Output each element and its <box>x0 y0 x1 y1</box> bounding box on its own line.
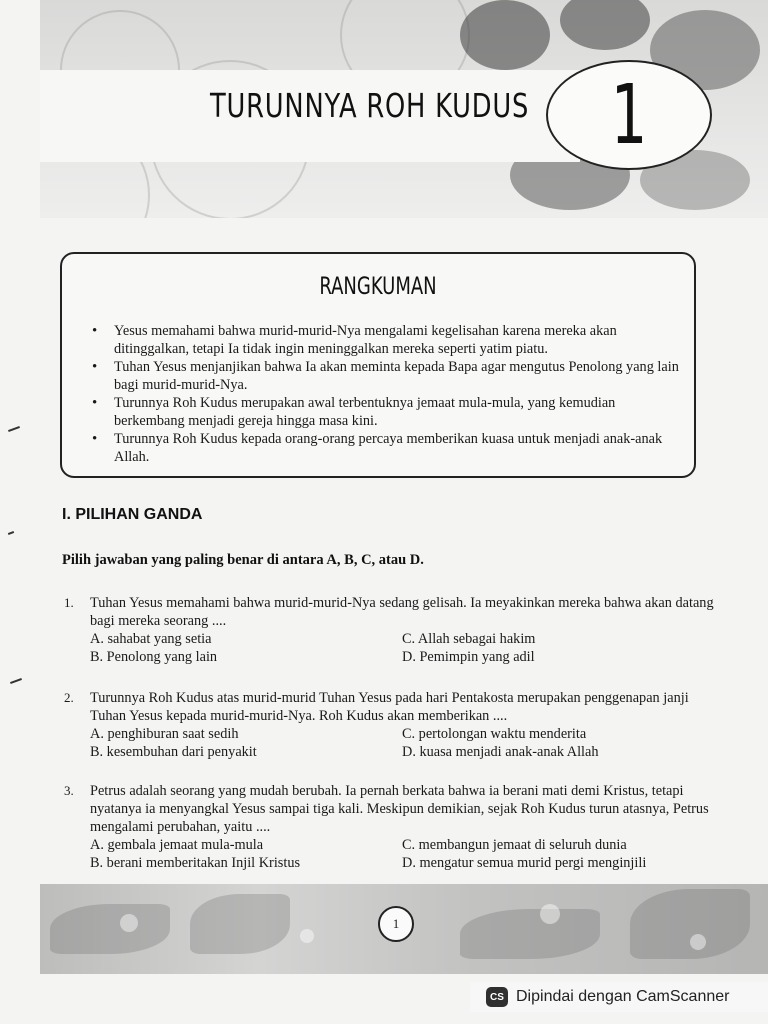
option-c: C. pertolongan waktu menderita <box>402 726 587 742</box>
chapter-number-badge <box>546 60 712 170</box>
option-a: A. penghiburan saat sedih <box>90 726 239 742</box>
option-d: D. kuasa menjadi anak-anak Allah <box>402 744 599 760</box>
summary-heading: RANGKUMAN <box>319 272 437 300</box>
camscanner-logo-icon: CS <box>486 987 508 1007</box>
page-number-text: 1 <box>392 916 400 931</box>
question-2 <box>64 689 714 761</box>
option-b: B. berani memberitakan Injil Kristus <box>90 855 301 871</box>
option-b: B. Penolong yang lain <box>90 649 218 665</box>
instruction-text: Pilih jawaban yang paling benar di antara A, B, C, atau D. <box>62 552 424 568</box>
section-heading: I. PILIHAN GANDA <box>62 506 203 523</box>
option-b: B. kesembuhan dari penyakit <box>90 744 257 760</box>
question-text: Turunnya Roh Kudus atas murid-murid Tuhan Yesus pada hari Pentakosta merupakan penggenapan janji Tuhan Yesus kepada murid-murid-Nya. Roh Kudus akan memberikan .... <box>90 690 689 724</box>
margin-mark <box>10 678 22 684</box>
chapter-title: TURUNNYA ROH KUDUS <box>210 86 530 125</box>
option-a: A. sahabat yang setia <box>90 631 212 647</box>
option-d: D. Pemimpin yang adil <box>402 649 535 665</box>
question-number: 3. <box>64 783 74 798</box>
question-text: Petrus adalah seorang yang mudah berubah. Ia pernah berkata bahwa ia berani mati demi Kristus, tetapi nyatanya ia menyangkal Yesus sampai tiga kali. Meskipun demikian, sejak Roh Kudus turun atasnya, Petrus mengalami perubahan, yaitu .... <box>90 783 709 835</box>
answer-options <box>90 725 714 761</box>
scanner-label: Dipindai dengan CamScanner <box>516 988 730 1005</box>
option-c: C. Allah sebagai hakim <box>402 631 536 647</box>
summary-box <box>60 252 696 478</box>
scanner-watermark <box>470 982 768 1012</box>
question-number: 2. <box>64 690 74 705</box>
answer-options <box>90 836 714 872</box>
summary-item: • Turunnya Roh Kudus kepada orang-orang percaya memberikan kuasa untuk menjadi anak-anak Allah. <box>92 430 682 466</box>
page-number <box>378 906 414 942</box>
margin-mark <box>8 426 20 432</box>
option-a: A. gembala jemaat mula-mula <box>90 837 264 853</box>
summary-item: • Tuhan Yesus menjanjikan bahwa Ia akan meminta kepada Bapa agar mengutus Penolong yang lain bagi murid-murid-Nya. <box>92 358 682 394</box>
question-number: 1. <box>64 595 74 610</box>
option-d: D. mengatur semua murid pergi menginjili <box>402 855 647 871</box>
question-text: Tuhan Yesus memahami bahwa murid-murid-Nya sedang gelisah. Ia meyakinkan mereka bahwa akan datang bagi mereka seorang .... <box>90 595 714 629</box>
chapter-number: 1 <box>610 68 648 163</box>
question-3 <box>64 782 714 872</box>
summary-item: • Turunnya Roh Kudus merupakan awal terbentuknya jemaat mula-mula, yang kemudian berkembang menjadi gereja hingga masa kini. <box>92 394 682 430</box>
summary-item: • Yesus memahami bahwa murid-murid-Nya mengalami kegelisahan karena mereka akan ditinggalkan, tetapi Ia tidak ingin meninggalkan mereka seperti yatim piatu. <box>92 322 682 358</box>
summary-list <box>92 322 682 466</box>
answer-options <box>90 630 714 666</box>
option-c: C. membangun jemaat di seluruh dunia <box>402 837 627 853</box>
question-1 <box>64 594 714 666</box>
margin-mark <box>8 531 14 535</box>
